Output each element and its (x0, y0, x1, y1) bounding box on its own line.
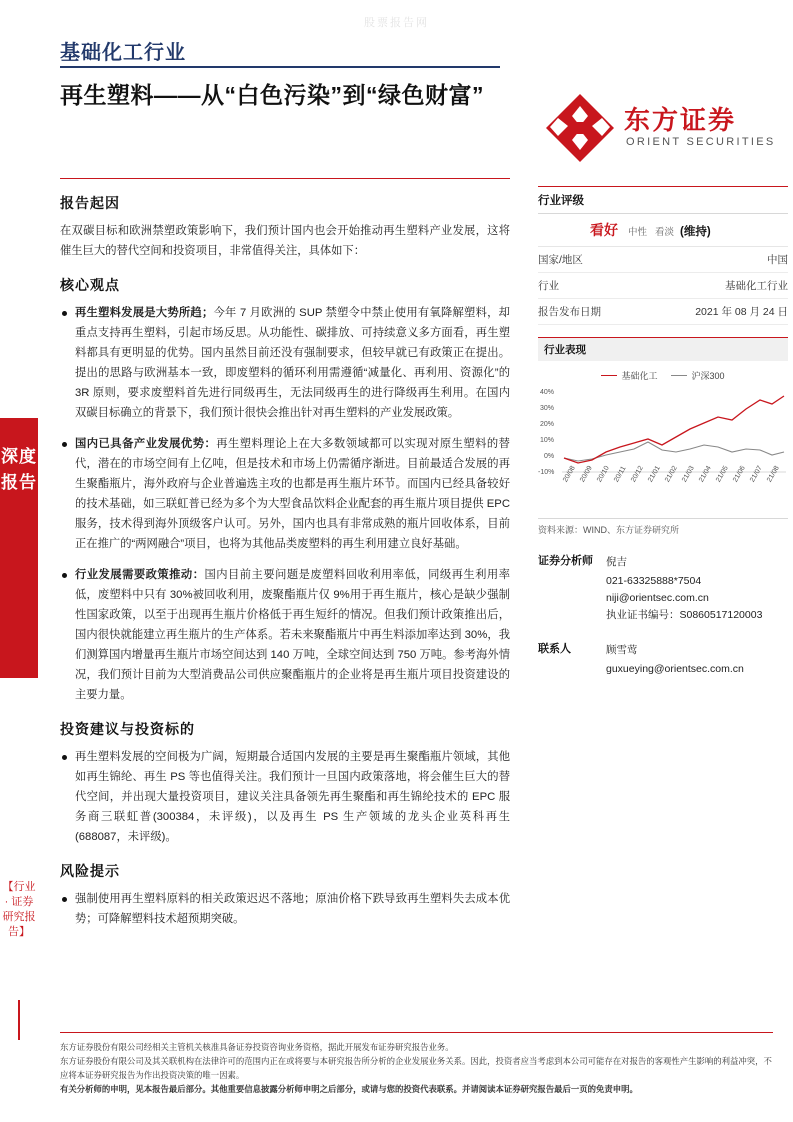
analyst-phone: 021-63325888*7504 (606, 575, 702, 587)
analyst-license: 执业证书编号：S0860517120003 (606, 609, 763, 621)
bullet-text: 国内目前主要问题是废塑料回收利用率低，同级再生利用率低，废塑料中只有 30%被回收利用，废聚酯瓶片仅 9%用于再生瓶片，核心是缺少强制性国家政策，以至于出现再生瓶片价格低于再生短纤的情况。但我们预计政策推出后，国内很快就能建立再生瓶片的生产体系。若未来聚酯瓶片中再生料添加率达到 30%，我们测算国内增量再生瓶片市场空间达到 140 万吨，全球空间达到 750 万吨。参考海外情况，我们预计目前为大型消费品公司供应聚酯瓶片的企业将是再生瓶片项目投资建设的主要力量。 (75, 569, 510, 701)
page-title: 再生塑料——从“白色污染”到“绿色财富” (60, 82, 484, 108)
contact-email[interactable]: guxueying@orientsec.com.cn (606, 663, 744, 675)
meta-value: 中国 (767, 254, 788, 266)
report-meta-panel (538, 186, 788, 678)
sidebar-footer-label: 【行业 · 证券研究报告】 (2, 881, 36, 938)
brand-logo (538, 78, 788, 178)
meta-row-region (538, 247, 788, 273)
bullet-text: 再生塑料发展的空间极为广阔，短期最合适国内发展的主要是再生聚酯瓶片领域，其他如再生锦纶、再生 PS 等也值得关注。我们预计一旦国内政策落地，将会催生巨大的替代空间，并出现大量投资项目，建议关注具备领先再生聚酯和再生锦纶技术的 EPC 服务商三联虹普(300384，未评级)，以及再生 PS 生产领域的龙头企业英科再生(688087，未评级)。 (75, 751, 510, 843)
left-sidebar (0, 0, 38, 1122)
risk-list (60, 889, 510, 929)
section-heading-advice: 投资建议与投资标的 (60, 721, 195, 737)
x-tick: 20/08 (562, 464, 577, 484)
x-tick: 21/07 (749, 464, 764, 484)
contact-block (538, 640, 788, 678)
x-tick: 20/09 (579, 464, 594, 484)
bullet-lead: 国内已具备产业发展优势： (75, 438, 217, 450)
list-item (60, 565, 510, 705)
core-views-list (60, 303, 510, 705)
industry-performance-chart (538, 361, 788, 536)
list-item (60, 889, 510, 929)
sidebar-rule (18, 1000, 20, 1040)
legend-swatch-csi300 (671, 375, 687, 376)
y-tick-40: 40% (540, 389, 555, 396)
x-tick: 21/04 (698, 464, 713, 484)
list-item (60, 747, 510, 847)
meta-label: 国家/地区 (538, 254, 583, 266)
rating-header: 行业评级 (538, 186, 788, 214)
contact-heading: 联系人 (538, 643, 571, 655)
bullet-text: 再生塑料理论上在大多数领域都可以实现对原生塑料的替代，潜在的市场空间有上亿吨，但是技术和市场上仍需循序渐进。目前最适合发展的再生聚酯瓶片，海外政府与企业普遍选主攻的也都是再生瓶片环节。而国内已经具备较好的技术基础，如三联虹普已经为多个为大型食品饮料企业配套的再生瓶片项目提供 EPC 服务，技术得到海外顶级客户认可。另外，国内也具有非常成熟的瓶片回收体系，目前正在推广的“两网融合”项目，也将为其他品类废塑料的再生利用建立良好基础。 (75, 438, 510, 550)
legend-label: 基础化工 (621, 371, 658, 381)
legend-label: 沪深300 (691, 371, 725, 381)
analyst-name: 倪吉 (606, 556, 627, 568)
title-divider (60, 66, 500, 68)
meta-row-industry (538, 273, 788, 299)
x-tick: 21/05 (715, 464, 730, 484)
x-tick: 21/02 (664, 464, 679, 484)
y-tick-30: 30% (540, 405, 555, 412)
x-tick: 21/06 (732, 464, 747, 484)
meta-value: 基础化工行业 (725, 280, 788, 292)
chart-plot (538, 384, 788, 480)
legend-item-csi300 (671, 369, 724, 382)
chart-legend (538, 369, 788, 382)
legend-swatch-industry (601, 375, 617, 376)
bullet-text: 今年 7 月欧洲的 SUP 禁塑令中禁止使用有氧降解塑料，却重点支持再生塑料，引起市场反思。从功能性、碳排放、可持续意义多方面看，再生塑料都具有更明显的优势。国内虽然目前还没有强制要求，但较早就已有政策正在提出。提出的思路与欧洲基本一致，即废塑料的循环利用需遵循“减量化、再利用、资源化”的 3R 原则，要求废塑料首先进行同级再生，无法同级再生的进行降级再生利用。在国内双碳目标确立的背景下，我们预计很快会推出针对再生塑料的产业发展政策。 (75, 307, 510, 419)
list-item (60, 434, 510, 554)
section-heading-origin: 报告起因 (60, 195, 120, 211)
x-tick: 21/01 (647, 464, 662, 484)
page-content (38, 0, 793, 1122)
industry-name: 基础化工行业 (60, 42, 186, 64)
report-type-label: 深度报告 (1, 447, 37, 492)
bullet-text: 强制使用再生塑料原料的相关政策迟迟不落地；原油价格下跌导致再生塑料失去成本优势；可降解塑料技术超预期突破。 (75, 893, 510, 925)
series-line-csi300 (564, 442, 784, 461)
analyst-name-row (538, 552, 788, 571)
report-type-banner (0, 418, 38, 678)
y-tick-0: 0% (544, 453, 555, 460)
section-heading-risk: 风险提示 (60, 863, 120, 879)
list-item (60, 303, 510, 423)
x-tick: 21/03 (681, 464, 696, 484)
disclaimer-line-3: 有关分析师的申明，见本报告最后部分。其他重要信息披露分析师申明之后部分，或请与您的投资代表联系。并请阅读本证券研究报告最后一页的免责申明。 (60, 1084, 638, 1094)
y-tick-10: 10% (540, 437, 555, 444)
rating-value: 看好 (590, 222, 618, 238)
y-tick-20: 20% (540, 421, 555, 428)
disclaimer (60, 1040, 773, 1096)
x-tick: 21/08 (766, 464, 781, 484)
meta-value: 2021 年 08 月 24 日 (695, 306, 788, 318)
legend-item-industry (601, 369, 657, 382)
disclaimer-line-2: 东方证券股份有限公司及其关联机构在法律许可的范围内正在或将要与本研究报告所分析的企业发展业务关系。因此，投资者应当考虑到本公司可能存在对报告的客观性产生影响的利益冲突，不应将本证券研究报告为作出投资决策的唯一因素。 (60, 1056, 772, 1080)
orient-securities-logo-icon (544, 92, 616, 164)
advice-list (60, 747, 510, 847)
disclaimer-line-1: 东方证券股份有限公司经相关主管机关核准具备证券投资咨询业务资格，据此开展发布证券研究报告业务。 (60, 1042, 454, 1052)
x-tick: 20/11 (613, 465, 628, 484)
section-heading-core: 核心观点 (60, 277, 120, 293)
analyst-heading: 证券分析师 (538, 555, 593, 567)
bullet-lead: 行业发展需要政策推动： (75, 569, 205, 581)
series-line-industry (564, 396, 784, 463)
bullet-lead: 再生塑料发展是大势所趋； (75, 307, 214, 319)
contact-name: 顾雪莺 (606, 644, 638, 656)
meta-label: 行业 (538, 280, 559, 292)
y-tick-neg10: -10% (538, 469, 555, 476)
logo-text-en: ORIENT SECURITIES (626, 136, 776, 148)
rating-row (538, 214, 788, 247)
performance-title: 行业表现 (538, 337, 788, 361)
watermark: 股票报告网 (364, 17, 429, 29)
analyst-block (538, 552, 788, 624)
x-tick: 20/12 (630, 464, 645, 484)
chart-x-axis-labels (538, 464, 788, 514)
meta-label: 报告发布日期 (538, 306, 601, 318)
x-tick: 20/10 (596, 464, 611, 484)
section-paragraph-origin: 在双碳目标和欧洲禁塑政策影响下，我们预计国内也会开始推动再生塑料产业发展，这将催生巨大的替代空间和投资项目，非常值得关注，具体如下： (60, 225, 510, 257)
logo-text-cn: 东方证券 (624, 105, 737, 135)
rating-maintain: (维持) (680, 226, 711, 238)
contact-name-row (538, 640, 788, 659)
rating-neutral: 中性 (628, 227, 648, 238)
rating-bearish: 看淡 (655, 227, 675, 238)
analyst-email[interactable]: niji@orientsec.com.cn (606, 592, 709, 604)
footer-divider (60, 1032, 773, 1033)
body-top-divider (60, 178, 510, 179)
report-body (60, 178, 510, 940)
chart-source: 资料来源：WIND、东方证券研究所 (538, 518, 788, 536)
meta-row-date (538, 299, 788, 325)
